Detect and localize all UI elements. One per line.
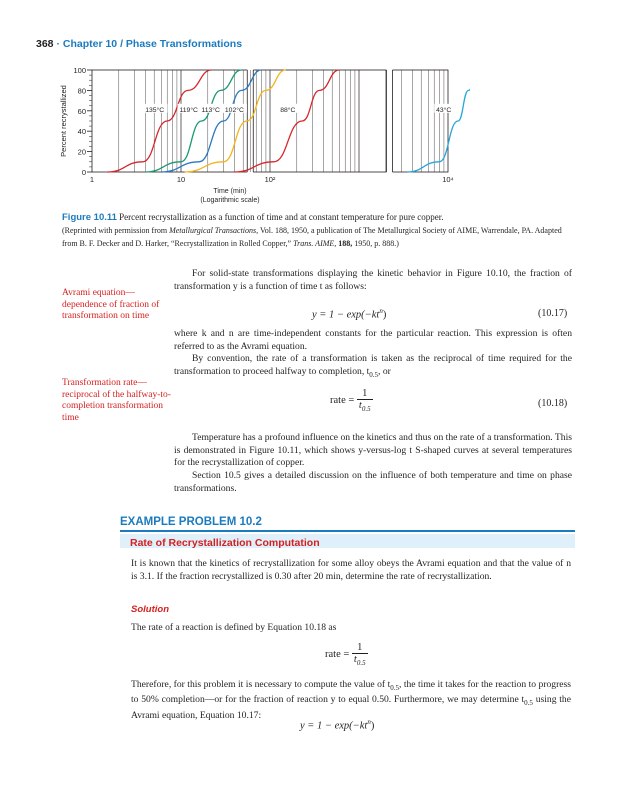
y-tick-label: 100 (73, 66, 86, 75)
header-slash: / (120, 38, 123, 50)
header-separator: · (56, 38, 60, 50)
series-label: 102°C (224, 106, 244, 114)
page-header (36, 38, 242, 50)
example-subtitle: Rate of Recrystallization Computation (130, 537, 320, 549)
chapter-label: Chapter 10 (62, 38, 118, 50)
paragraph-4: Temperature has a profound influence on the kinetics and thus on the rate of a transformation. This is demonstrated in Figure 10.11, which shows y-versus-log t S-shaped curves at several temperatures for the recrystallization of copper. (174, 432, 572, 468)
chart-ticks (87, 70, 92, 172)
y-tick-label: 20 (77, 147, 86, 157)
y-tick-label: 60 (77, 106, 86, 116)
example-title: EXAMPLE PROBLEM 10.2 (120, 516, 262, 528)
series-label: 135°C (145, 106, 165, 114)
axis-break-2 (386, 69, 392, 173)
example-problem-text: It is known that the kinetics of recrystallization for some alloy obeys the Avrami equation and that the value of n is 3.1. If the fraction recrystallized is 0.30 after 20 min, determine the rate of recrystallization. (131, 558, 571, 582)
series-label: 88°C (280, 106, 296, 114)
series-label: 119°C (179, 106, 198, 114)
solution-equation-rate: rate = $\frac{1}{t_{0.5}}$ (325, 642, 366, 668)
series-label: 113°C (201, 106, 220, 114)
equation-10-18: rate = $\frac{1}{t_{0.5}}$ (330, 388, 371, 414)
solution-text-1: The rate of a reaction is defined by Equation 10.18 as (131, 622, 337, 633)
solution-label: Solution (131, 604, 169, 615)
margin-note-avrami: Avrami equation—dependence of fraction of transformation on time (62, 288, 160, 321)
example-rule (120, 530, 575, 532)
margin-note-rate: Transformation rate—reciprocal of the halfway-to-completion transformation time (62, 378, 171, 423)
solution-text-2: Therefore, for this problem it is necessary to compute the value of $t_{0.5}$, the time it takes for the reaction to progress to 50% completion—or for the fraction of reaction y to equal 0.50. Furthermore, we may determine $t_{0.5}$ using the Avrami equation, Equation 10.17: (131, 679, 571, 721)
figure-caption-text: Percent recrystallization as a function of time and at constant temperature for pure copper. (119, 212, 444, 222)
figure-caption (62, 211, 562, 250)
paragraph-5: Section 10.5 gives a detailed discussion on the influence of both temperature and time on phase transformations. (174, 470, 572, 494)
equation-10-18-number: (10.18) (538, 398, 568, 409)
equation-10-17: $y = 1 - \exp(-kt^n)$ (312, 307, 387, 321)
y-axis-label: Percent recrystallized (59, 85, 68, 157)
paragraph-2: where k and n are time-independent constants for the particular reaction. This expression is often referred to as the Avrami equation. (174, 328, 572, 352)
series-label: 43°C (436, 106, 452, 114)
y-tick-label: 0 (81, 168, 86, 177)
figure-credit: (Reprinted with permission from Metallurgical Transactions, Vol. 188, 1950, a publication of The Metallurgical Society of AIME, Warrendale, PA. Adapted from B. F. Decker and D. Harker, “Recrystallization in Rolled Copper,” Trans. AIME, 188, 1950, p. 888.) (62, 226, 562, 248)
x-axis-label: Time (min) (213, 188, 247, 195)
x-tick-label: 10⁴ (442, 175, 454, 184)
x-axis-label-note: (Logarithmic scale) (200, 197, 260, 204)
x-tick-label: 10² (264, 175, 276, 184)
page-number: 368 (36, 38, 54, 50)
recrystallization-chart (30, 62, 470, 210)
figure-label: Figure 10.11 (62, 212, 117, 223)
x-tick-label: 10 (176, 175, 186, 184)
paragraph-1: For solid-state transformations displaying the kinetic behavior in Figure 10.10, the fraction of transformation y is a function of time t as follows: (174, 268, 572, 292)
solution-equation-avrami: $y = 1 - \exp(-kt^n)$ (300, 718, 375, 732)
equation-10-17-number: (10.17) (538, 308, 568, 319)
paragraph-3: By convention, the rate of a transformation is taken as the reciprocal of time required for the transformation to proceed halfway to completion, $t_{0.5}$, or (174, 353, 572, 379)
y-tick-label: 80 (77, 86, 86, 96)
chapter-title: Phase Transformations (125, 38, 243, 50)
y-tick-label: 40 (77, 127, 86, 137)
x-tick-label: 1 (89, 175, 95, 184)
